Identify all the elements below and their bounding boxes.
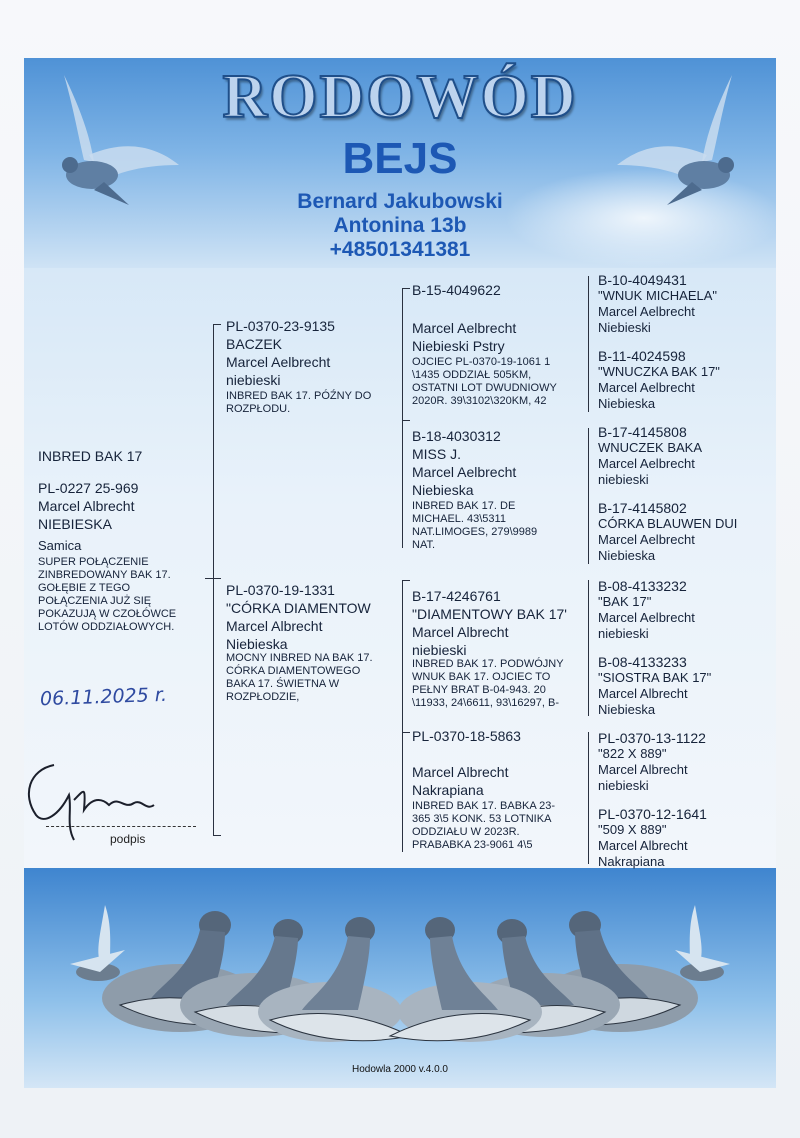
ggp-entry: PL-0370-13-1122 "822 X 889" Marcel Albrecht niebieski [598, 730, 706, 793]
gm-ring: B-18-4030312 [412, 428, 501, 444]
mother-color: Niebieska [226, 636, 288, 652]
loft-name: BEJS [342, 134, 458, 183]
bracket-line [402, 288, 403, 548]
gf-notes: OJCIEC PL-0370-19-1061 1 \1435 ODDZIAŁ 505KM, OSTATNI LOT DWUDNIOWY 2020R. 39\3102\320KM, 42 [412, 356, 557, 407]
owner-phone: +48501341381 [329, 238, 471, 261]
ggp-entry: B-10-4049431 "WNUK MICHAELA" Marcel Aelbrecht Niebieski [598, 272, 718, 335]
standing-pigeon-icon [30, 890, 770, 1070]
bracket-line [402, 732, 410, 733]
bracket-line [588, 580, 589, 716]
gm-name: MISS J. [412, 446, 462, 462]
mgf-name: "DIAMENTOWY BAK 17' [412, 606, 567, 622]
gm-color: Niebieska [412, 482, 474, 498]
mgm-notes: INBRED BAK 17. BABKA 23- 365 3\5 KONK. 53 LOTNIKA ODDZIAŁU W 2023R. PRABABKA 23-9061 4\5 [412, 800, 556, 851]
father-ring: PL-0370-23-9135 [226, 318, 335, 334]
owner-name: Bernard Jakubowski [297, 190, 503, 213]
software-version: Hodowla 2000 v.4.0.0 [352, 1064, 448, 1075]
signature-line [46, 826, 196, 827]
pedigree-title: RODOWÓD [222, 63, 578, 131]
bracket-line [402, 420, 410, 421]
bracket-line [588, 428, 589, 564]
issue-date: 06.11.2025 r. [39, 683, 168, 711]
bracket-line [213, 835, 221, 836]
subject-color: NIEBIESKA [38, 516, 112, 532]
mgf-ring: B-17-4246761 [412, 588, 501, 604]
ggp-entry: B-17-4145802 CÓRKA BLAUWEN DUI Marcel Aelbrecht Niebieska [598, 500, 738, 563]
bracket-line [588, 732, 589, 864]
mgm-color: Nakrapiana [412, 782, 484, 798]
owner-address: Antonina 13b [333, 214, 467, 237]
ggp-entry: B-17-4145808 WNUCZEK BAKA Marcel Aelbrecht niebieski [598, 424, 703, 487]
ggp-entry: PL-0370-12-1641 "509 X 889" Marcel Albrecht Nakrapiana [598, 806, 707, 869]
father-notes: INBRED BAK 17. PÓŹNY DO ROZPŁODU. [226, 390, 372, 415]
mgf-breeder: Marcel Albrecht [412, 624, 509, 640]
gf-ring: B-15-4049622 [412, 282, 501, 298]
subject-family: INBRED BAK 17 [38, 448, 143, 464]
gf-color: Niebieski Pstry [412, 338, 505, 354]
mother-breeder: Marcel Albrecht [226, 618, 323, 634]
ggp-entry: B-08-4133232 "BAK 17" Marcel Aelbrecht niebieski [598, 578, 695, 641]
subject-notes: SUPER POŁĄCZENIE ZINBREDOWANY BAK 17. GOŁĘBIE Z TEGO POŁĄCZENIA JUŻ SIĘ POKAZUJĄ W CZOŁÓWCE LOTÓW ODDZIAŁOWYCH. [38, 556, 177, 633]
bracket-line [213, 324, 214, 836]
mgm-breeder: Marcel Albrecht [412, 764, 509, 780]
gm-breeder: Marcel Aelbrecht [412, 464, 517, 480]
bracket-line [402, 580, 410, 581]
ggp-entry: B-11-4024598 "WNUCZKA BAK 17" Marcel Aelbrecht Niebieska [598, 348, 720, 411]
mgf-color: niebieski [412, 642, 467, 658]
mother-ring: PL-0370-19-1331 [226, 582, 335, 598]
mgf-notes: INBRED BAK 17. PODWÓJNY WNUK BAK 17. OJCIEC TO PEŁNY BRAT B-04-943. 20 \11933, 24\6611, 93\16297, B- [412, 658, 564, 709]
subject-sex: Samica [38, 538, 82, 553]
mother-name: "CÓRKA DIAMENTOW [226, 600, 371, 616]
father-breeder: Marcel Aelbrecht [226, 354, 331, 370]
gm-notes: INBRED BAK 17. DE MICHAEL. 43\5311 NAT.LIMOGES, 279\9989 NAT. [412, 500, 538, 551]
bracket-line [588, 276, 589, 412]
father-color: niebieski [226, 372, 281, 388]
mother-notes: MOCNY INBRED NA BAK 17. CÓRKA DIAMENTOWEGO BAKA 17. ŚWIETNA W ROZPŁODZIE, [226, 652, 373, 703]
bracket-line [213, 324, 221, 325]
mgm-ring: PL-0370-18-5863 [412, 728, 521, 744]
ggp-entry: B-08-4133233 "SIOSTRA BAK 17" Marcel Albrecht Niebieska [598, 654, 712, 717]
subject-ring: PL-0227 25-969 [38, 480, 139, 496]
bracket-line [402, 580, 403, 852]
gf-breeder: Marcel Aelbrecht [412, 320, 517, 336]
subject-breeder: Marcel Albrecht [38, 498, 135, 514]
bracket-line [402, 288, 410, 289]
father-name: BACZEK [226, 336, 283, 352]
signature-label: podpis [110, 832, 146, 846]
signature-icon [24, 755, 174, 845]
